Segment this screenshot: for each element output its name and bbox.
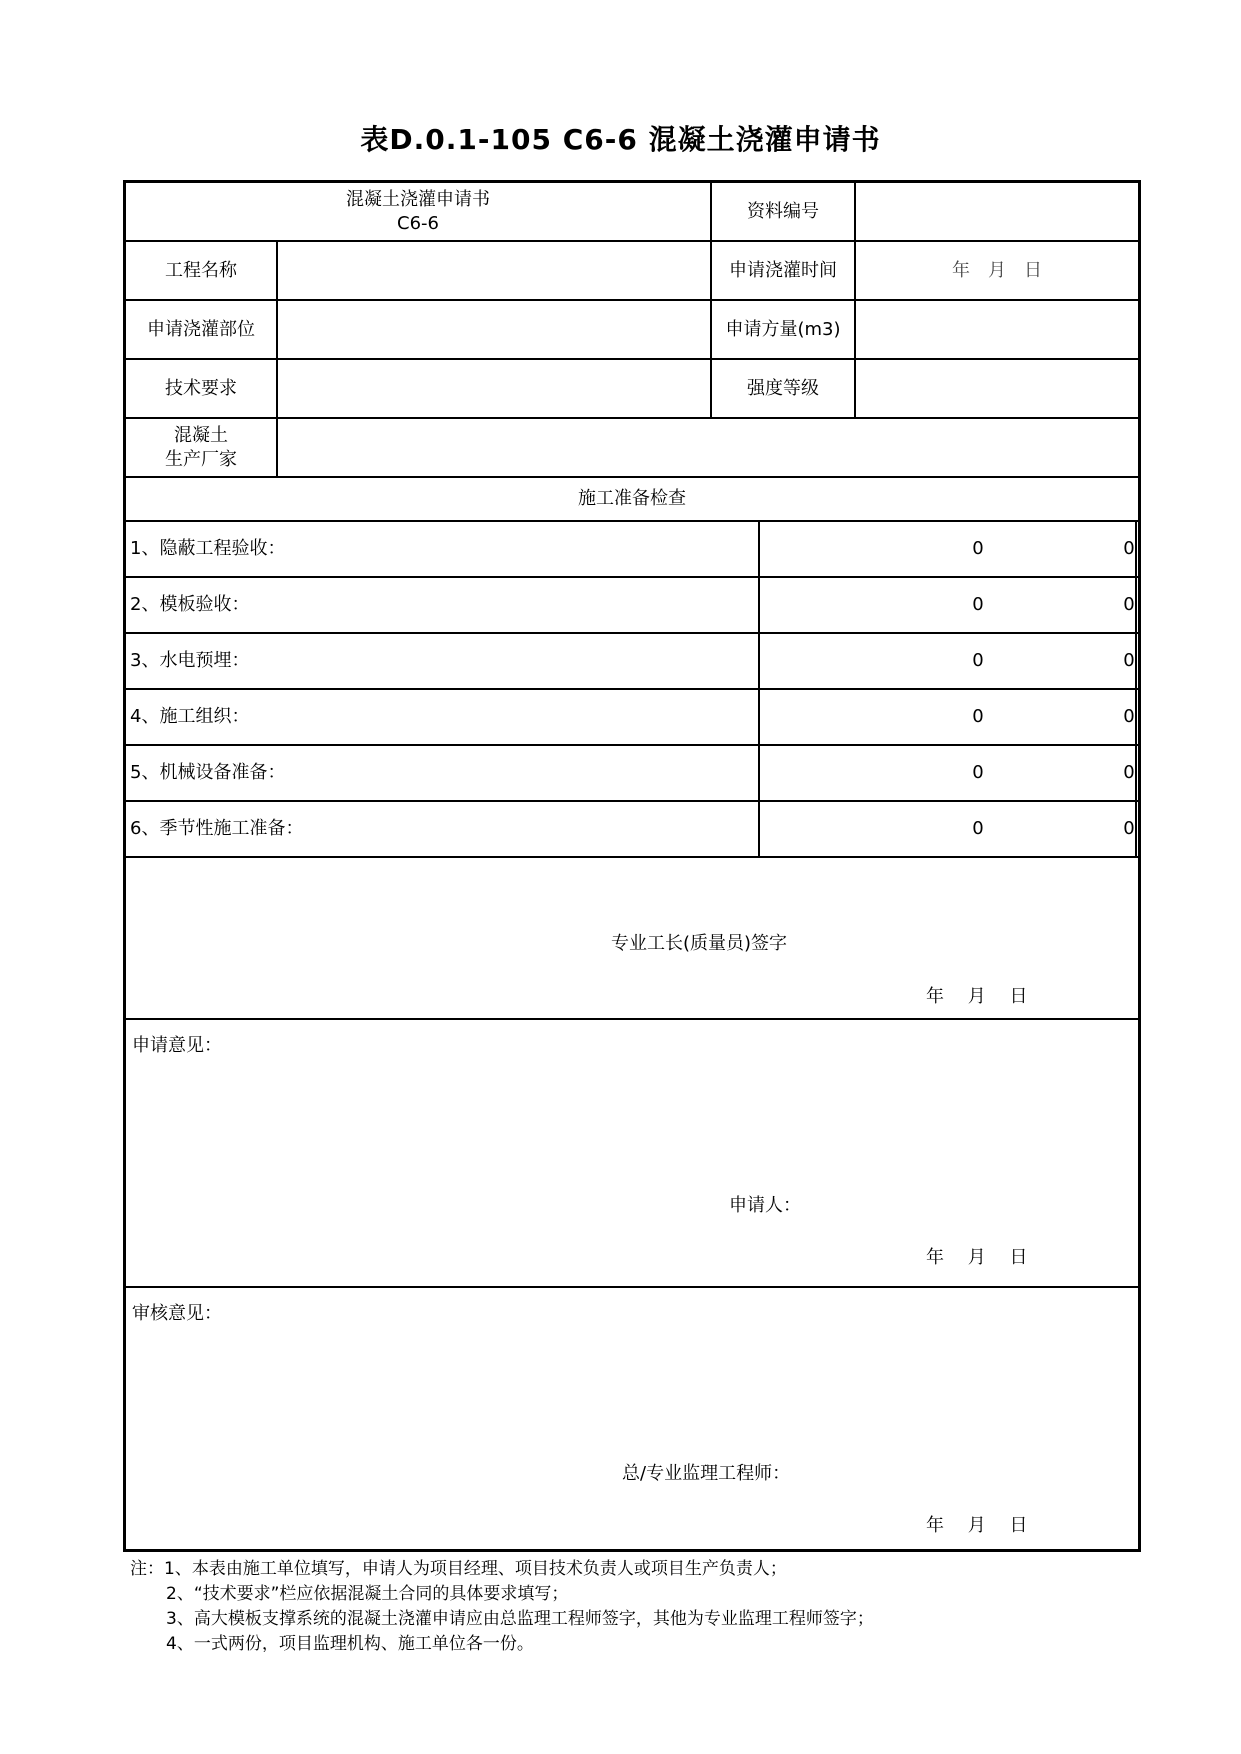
volume-label: 申请方量(m3): [725, 318, 841, 340]
footnotes: [130, 1557, 874, 1632]
note-line-4-clipped: [0, 1632, 1241, 1652]
prep-item-label: 6、季节性施工准备：: [130, 818, 304, 839]
manufacturer-field[interactable]: [278, 419, 1138, 476]
applicant-label: 申请人：: [729, 1195, 801, 1216]
application-form-table: [123, 180, 1141, 1552]
pour-location-label: 申请浇灌部位: [147, 318, 255, 340]
application-date: 年 月 日: [926, 1247, 1028, 1268]
form-name-cell: [126, 183, 710, 240]
prep-item-value-a: 0: [972, 762, 984, 783]
strength-label: 强度等级: [747, 377, 819, 399]
prep-item-value-a: 0: [972, 650, 984, 671]
note-line-1: 注：1、本表由施工单位填写，申请人为项目经理、项目技术负责人或项目生产负责人；: [130, 1559, 787, 1579]
review-opinion-label: 审核意见：: [132, 1303, 222, 1324]
note-line-2: 2、“技术要求”栏应依据混凝土合同的具体要求填写；: [166, 1584, 569, 1604]
manufacturer-label-line1: 混凝土: [174, 424, 228, 446]
pour-time-label: 申请浇灌时间: [729, 259, 837, 281]
page-title: 表D.0.1-105 C6-6 混凝土浇灌申请书: [360, 123, 881, 156]
volume-field[interactable]: [856, 301, 1138, 358]
manufacturer-label-line2: 生产厂家: [165, 448, 237, 470]
foreman-sign-date: 年 月 日: [926, 986, 1028, 1007]
supervisor-label: 总/专业监理工程师：: [622, 1463, 791, 1484]
note-line-4: 4、一式两份，项目监理机构、施工单位各一份。: [166, 1634, 534, 1652]
prep-item-value-a: 0: [972, 594, 984, 615]
prep-item-label: 3、水电预埋：: [130, 650, 250, 671]
prep-item-value-b: 0: [1123, 594, 1135, 615]
project-name-label: 工程名称: [165, 259, 237, 281]
prep-item-value-b: 0: [1123, 762, 1135, 783]
pour-location-field[interactable]: [278, 301, 710, 358]
prep-item-label: 4、施工组织：: [130, 706, 250, 727]
review-date: 年 月 日: [926, 1515, 1028, 1536]
prep-item-label: 2、模板验收：: [130, 594, 250, 615]
prep-item-value-a: 0: [972, 818, 984, 839]
prep-item-label: 1、隐蔽工程验收：: [130, 538, 286, 559]
application-opinion-label: 申请意见：: [132, 1035, 222, 1056]
prep-item-label: 5、机械设备准备：: [130, 762, 286, 783]
manufacturer-label: [126, 419, 276, 476]
strength-field[interactable]: [856, 360, 1138, 417]
prep-item-value-b: 0: [1123, 818, 1135, 839]
form-code: C6-6: [397, 212, 439, 234]
pour-time-field[interactable]: 年 月 日: [952, 259, 1042, 281]
prep-item-value-b: 0: [1123, 650, 1135, 671]
prep-check-heading: 施工准备检查: [578, 488, 686, 509]
doc-no-field[interactable]: [856, 183, 1138, 240]
tech-req-field[interactable]: [278, 360, 710, 417]
doc-no-label: 资料编号: [747, 200, 819, 222]
note-line-3: 3、高大模板支撑系统的混凝土浇灌申请应由总监理工程师签字，其他为专业监理工程师签字；: [166, 1609, 874, 1629]
prep-item-value-a: 0: [972, 538, 984, 559]
project-name-field[interactable]: [278, 242, 710, 299]
foreman-sign-label: 专业工长(质量员)签字: [611, 933, 788, 954]
prep-item-value-a: 0: [972, 706, 984, 727]
form-name: 混凝土浇灌申请书: [346, 188, 490, 210]
prep-item-value-b: 0: [1123, 706, 1135, 727]
tech-req-label: 技术要求: [165, 377, 237, 399]
prep-item-value-b: 0: [1123, 538, 1135, 559]
